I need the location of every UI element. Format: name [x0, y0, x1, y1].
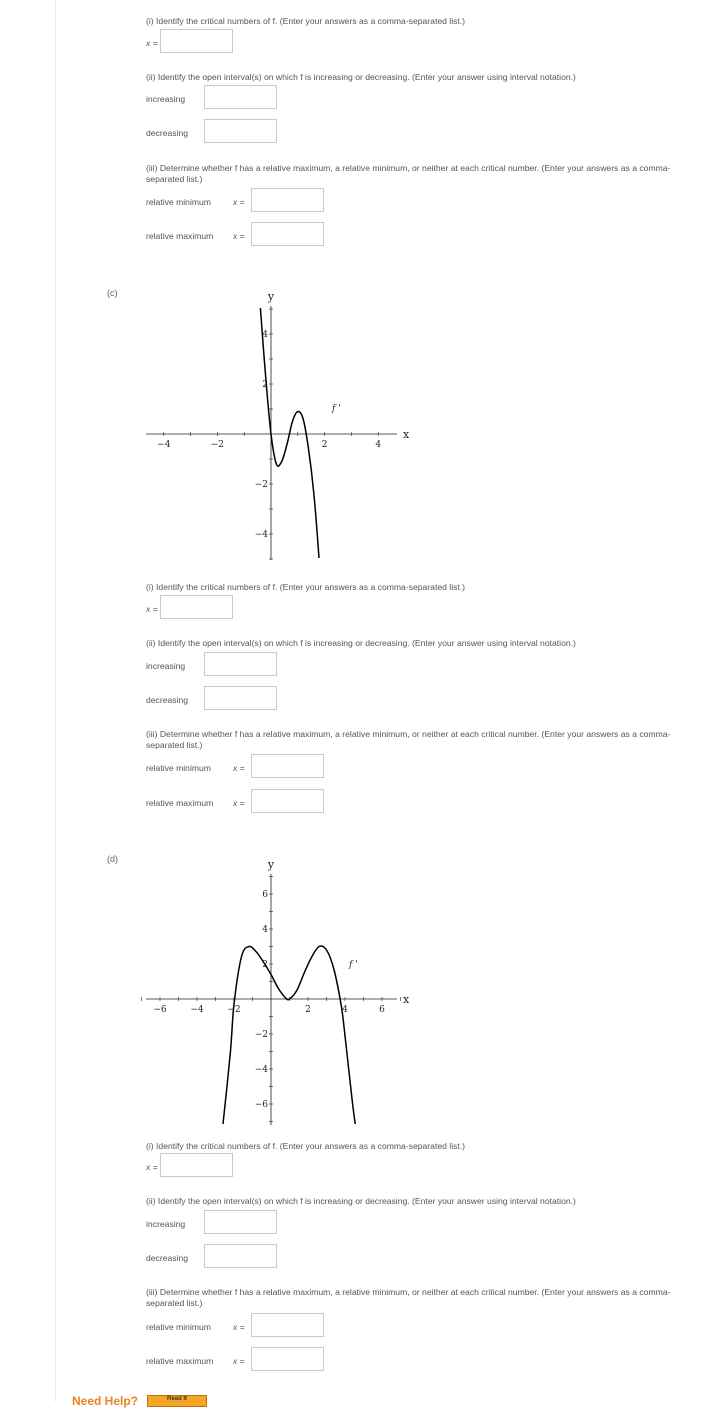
x-axis-label: x — [403, 993, 410, 1006]
need-help-label: Need Help? — [72, 1394, 139, 1408]
f-prime-curve — [223, 946, 356, 1130]
question-extrema: (iii) Determine whether f has a relative maximum, a relative minimum, or neither at each critical number. (Enter your answers as a comma-separated list.) — [146, 163, 671, 184]
x-tick-label: −4 — [190, 1005, 204, 1015]
decreasing-input[interactable] — [204, 1244, 277, 1268]
relative-minimum-input[interactable] — [251, 1313, 324, 1337]
question-intervals: (ii) Identify the open interval(s) on which f is increasing or decreasing. (Enter your answer using interval notation.) — [146, 638, 576, 648]
y-axis-label: y — [267, 290, 275, 303]
relative-maximum-label: relative maximum — [146, 231, 214, 241]
x-equals-label: x = — [233, 1356, 245, 1366]
x-equals-label: x = — [146, 604, 158, 614]
x-equals-label: x = — [146, 38, 158, 48]
relative-minimum-label: relative minimum — [146, 197, 211, 207]
x-tick-label: −4 — [157, 440, 171, 450]
x-tick-label: −6 — [153, 1005, 167, 1015]
question-intervals: (ii) Identify the open interval(s) on which f is increasing or decreasing. (Enter your answer using interval notation.) — [146, 72, 576, 82]
y-tick-label: −2 — [254, 480, 268, 490]
curve-label: f ' — [349, 960, 358, 970]
x-equals-label: x = — [146, 1162, 158, 1172]
x-equals-label: x = — [233, 231, 245, 241]
read-it-button[interactable]: Read It — [147, 1395, 207, 1407]
increasing-input[interactable] — [204, 1210, 277, 1234]
y-tick-label: 6 — [262, 890, 268, 900]
y-tick-label: 4 — [262, 330, 268, 340]
part-label-c: (c) — [107, 288, 118, 298]
question-critical-numbers: (i) Identify the critical numbers of f. (Enter your answers as a comma-separated list.) — [146, 1141, 466, 1151]
y-tick-label: −4 — [254, 530, 268, 540]
x-tick-label: −2 — [227, 1005, 241, 1015]
question-critical-numbers: (i) Identify the critical numbers of f. (Enter your answers as a comma-separated list.) — [146, 16, 466, 26]
y-axis-label: y — [267, 858, 275, 871]
critical-numbers-input[interactable] — [160, 1153, 233, 1177]
x-tick-label: −2 — [210, 440, 225, 450]
x-tick-label: 6 — [379, 1005, 385, 1015]
decreasing-label: decreasing — [146, 1253, 189, 1263]
increasing-label: increasing — [146, 661, 186, 671]
relative-minimum-label: relative minimum — [146, 763, 211, 773]
decreasing-label: decreasing — [146, 695, 189, 705]
question-intervals: (ii) Identify the open interval(s) on which f is increasing or decreasing. (Enter your answer using interval notation.) — [146, 1196, 576, 1206]
y-tick-label: −6 — [254, 1100, 268, 1110]
x-equals-label: x = — [233, 798, 245, 808]
question-extrema: (iii) Determine whether f has a relative maximum, a relative minimum, or neither at each critical number. (Enter your answers as a comma-separated list.) — [146, 1287, 671, 1308]
x-tick-label: 4 — [342, 1005, 348, 1015]
curve-label: f ' — [332, 404, 341, 414]
y-tick-label: 2 — [262, 960, 268, 970]
question-extrema: (iii) Determine whether f has a relative maximum, a relative minimum, or neither at each critical number. (Enter your answers as a comma-separated list.) — [146, 729, 671, 750]
relative-maximum-label: relative maximum — [146, 798, 214, 808]
increasing-label: increasing — [146, 94, 186, 104]
x-tick-label: 2 — [305, 1005, 311, 1015]
x-equals-label: x = — [233, 763, 245, 773]
x-axis-label: x — [403, 428, 410, 441]
relative-maximum-input[interactable] — [251, 1347, 324, 1371]
y-tick-label: −4 — [254, 1065, 268, 1075]
increasing-label: increasing — [146, 1219, 186, 1229]
x-tick-label: 4 — [375, 440, 382, 450]
part-label-d: (d) — [107, 854, 118, 864]
y-tick-label: 2 — [262, 380, 268, 390]
x-equals-label: x = — [233, 1322, 245, 1332]
y-tick-label: −2 — [254, 1030, 268, 1040]
y-tick-label: 4 — [262, 925, 268, 935]
x-tick-label: 2 — [321, 440, 328, 450]
relative-maximum-label: relative maximum — [146, 1356, 214, 1366]
x-equals-label: x = — [233, 197, 245, 207]
relative-minimum-label: relative minimum — [146, 1322, 211, 1332]
decreasing-label: decreasing — [146, 128, 189, 138]
question-critical-numbers: (i) Identify the critical numbers of f. (Enter your answers as a comma-separated list.) — [146, 582, 466, 592]
